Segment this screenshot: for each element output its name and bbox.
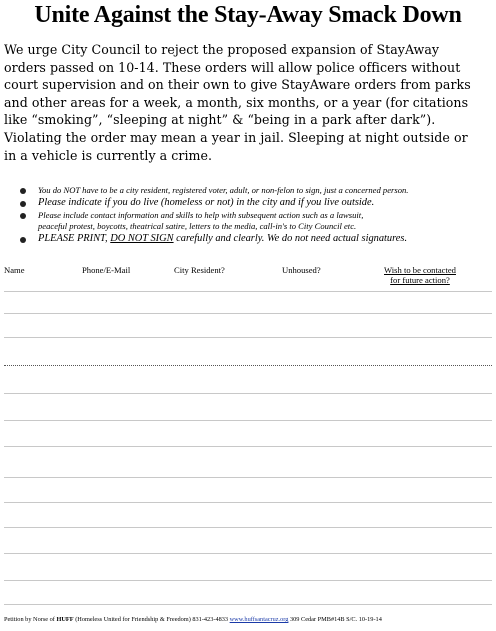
footer-text: Petition by Norse of [4, 616, 57, 623]
instruction-text: Please include contact information and skills to help with subsequent action such as a lawsuit, [38, 210, 364, 220]
signature-row-line[interactable] [4, 527, 492, 528]
statement-line: orders passed on 10-14. These orders will allow police officers without [4, 59, 461, 75]
instruction-text: carefully and clearly. We do not need actual signatures. [173, 233, 408, 244]
signature-row-line[interactable] [4, 446, 492, 447]
column-header-city-resident: City Resident? [174, 265, 225, 275]
footer-credit [4, 616, 494, 623]
column-header-contact-line: for future action? [390, 275, 450, 285]
column-header-phone: Phone/E-Mail [82, 265, 131, 275]
footer-text: (Homeless United for Friendship & Freedom) 831-423-4833 [73, 616, 230, 623]
instruction-item [18, 185, 488, 196]
signature-row-line[interactable] [4, 604, 492, 605]
statement-line: and other areas for a week, a month, six months, or a year (for citations [4, 94, 469, 110]
bullet-icon [20, 188, 26, 194]
statement-line: Violating the order may mean a year in jail. Sleeping at night outside or [4, 129, 468, 145]
column-header-unhoused: Unhoused? [282, 265, 321, 275]
instruction-text: You do NOT have to be a city resident, registered voter, adult, or non-felon to sign, just a concerned person. [38, 185, 409, 195]
footer-text: 309 Cedar PMB#14B S/C. 10-19-14 [288, 616, 382, 623]
signature-row-line[interactable] [4, 580, 492, 581]
signature-row-line[interactable] [4, 477, 492, 478]
instruction-item [18, 197, 488, 209]
footer-org: HUFF [56, 616, 74, 623]
instruction-text: Please indicate if you do live (homeless or not) in the city and if you live outside. [38, 197, 375, 208]
signature-row-line[interactable] [4, 420, 492, 421]
column-header-name: Name [4, 265, 25, 275]
instructions-list [18, 185, 488, 246]
signature-row-line[interactable] [4, 291, 492, 292]
instruction-item [18, 233, 488, 245]
bullet-icon [20, 213, 26, 219]
column-header-contact-line: Wish to be contacted [384, 265, 456, 275]
instruction-text: peaceful protest, boycotts, theatrical satire, letters to the media, call-in's to City Council etc. [38, 221, 357, 231]
instruction-item [18, 210, 488, 232]
column-header-contact [372, 265, 468, 285]
statement-line: in a vehicle is currently a crime. [4, 147, 213, 163]
signature-row-line[interactable] [4, 553, 492, 554]
signature-row-line[interactable] [4, 393, 492, 394]
statement-line: court supervision and on their own to give StayAware orders from parks [4, 77, 471, 93]
instruction-emphasis: DO NOT SIGN [110, 233, 174, 244]
signature-row-line[interactable] [4, 313, 492, 314]
petition-statement [4, 41, 494, 164]
signature-row-line[interactable] [4, 337, 492, 338]
statement-line: like “smoking”, “sleeping at night” & “being in a park after dark”). [4, 112, 436, 128]
bullet-icon [20, 237, 26, 243]
footer-website-link[interactable]: www.huffsantacruz.org [229, 616, 289, 623]
signature-row-line[interactable] [4, 365, 492, 366]
page-title: Unite Against the Stay-Away Smack Down [34, 2, 462, 28]
signature-row-line[interactable] [4, 502, 492, 503]
statement-line: We urge City Council to reject the proposed expansion of StayAway [4, 42, 440, 57]
bullet-icon [20, 201, 26, 207]
instruction-text: PLEASE PRINT, [38, 233, 111, 244]
